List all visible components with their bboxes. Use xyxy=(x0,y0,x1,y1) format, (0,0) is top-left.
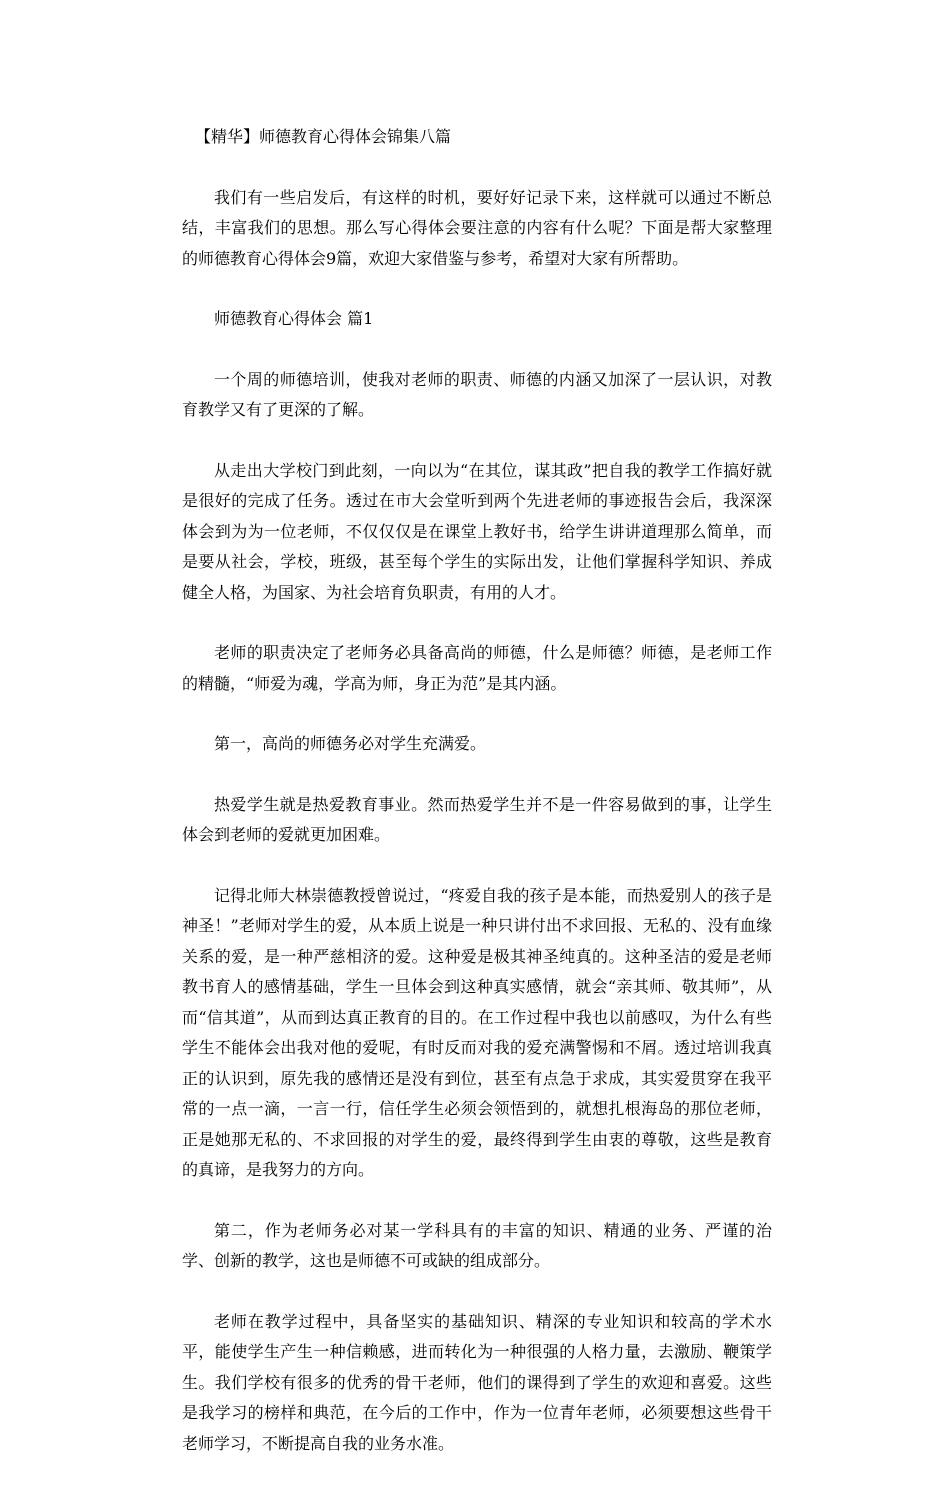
body-paragraph: 老师的职责决定了老师务必具备高尚的师德，什么是师德？师德，是老师工作的精髓，“师爱为魂，学高为师，身正为范”是其内涵。 xyxy=(182,643,772,693)
body-paragraph: 一个周的师德培训，使我对老师的职责、师德的内涵又加深了一层认识，对教育教学又有了更深的了解。 xyxy=(182,369,772,419)
body-paragraph: 第一，高尚的师德务必对学生充满爱。 xyxy=(214,734,487,753)
body-paragraph: 第二，作为老师务必对某一学科具有的丰富的知识、精通的业务、严谨的治学、创新的教学，这也是师德不可或缺的组成部分。 xyxy=(182,1220,772,1270)
document-title: 【精华】师德教育心得体会锦集八篇 xyxy=(195,127,452,146)
intro-paragraph: 我们有一些启发后，有这样的时机，要好好记录下来，这样就可以通过不断总结，丰富我们的思想。那么写心得体会要注意的内容有什么呢？下面是帮大家整理的师德教育心得体会9篇，欢迎大家借鉴与参考，希望对大家有所帮助。 xyxy=(182,187,772,268)
section-heading: 师德教育心得体会 篇1 xyxy=(214,309,374,328)
document-body xyxy=(182,122,772,1489)
body-paragraph: 老师在教学过程中，具备坚实的基础知识、精深的专业知识和较高的学术水平，能使学生产生一种信赖感，进而转化为一种很强的人格力量，去激励、鞭策学生。我们学校有很多的优秀的骨干老师，他们的课得到了学生的欢迎和喜爱。这些是我学习的榜样和典范，在今后的工作中，作为一位青年老师，必须要想这些骨干老师学习，不断提高自我的业务水准。 xyxy=(182,1311,772,1453)
body-paragraph: 记得北师大林崇德教授曾说过，“疼爱自我的孩子是本能，而热爱别人的孩子是神圣！”老师对学生的爱，从本质上说是一种只讲付出不求回报、无私的、没有血缘关系的爱，是一种严慈相济的爱。这种爱是极其神圣纯真的。这种圣洁的爱是老师教书育人的感情基础，学生一旦体会到这种真实感情，就会“亲其师、敬其师”，从而“信其道”，从而到达真正教育的目的。在工作过程中我也以前感叹，为什么有些学生不能体会出我对他的爱呢，有时反而对我的爱充满警惕和不屑。透过培训我真正的认识到，原先我的感情还是没有到位，甚至有点急于求成，其实爱贯穿在我平常的一点一滴，一言一行，信任学生必须会领悟到的，就想扎根海岛的那位老师，正是她那无私的、不求回报的对学生的爱，最终得到学生由衷的尊敬，这些是教育的真谛，是我努力的方向。 xyxy=(182,885,772,1179)
body-paragraph: 热爱学生就是热爱教育事业。然而热爱学生并不是一件容易做到的事，让学生体会到老师的爱就更加困难。 xyxy=(182,794,772,844)
body-paragraph: 从走出大学校门到此刻，一向以为“在其位，谋其政”把自我的教学工作搞好就是很好的完成了任务。透过在市大会堂听到两个先进老师的事迹报告会后，我深深体会到为为一位老师，不仅仅仅是在课堂上教好书，给学生讲讲道理那么简单，而是要从社会，学校，班级，甚至每个学生的实际出发，让他们掌握科学知识、养成健全人格，为国家、为社会培育负职责，有用的人才。 xyxy=(182,460,772,602)
